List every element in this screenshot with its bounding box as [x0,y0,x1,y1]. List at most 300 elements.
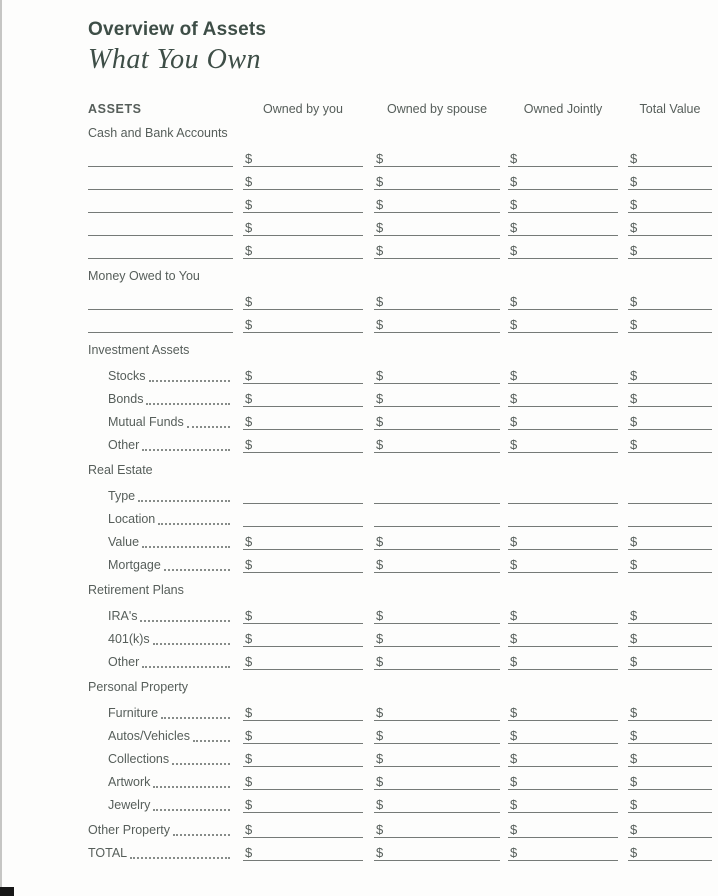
value-write-in-line [508,558,618,573]
value-write-in-line [508,798,618,813]
value-write-in-line [374,609,500,624]
value-write-in-line [243,846,363,861]
value-write-in-line [508,198,618,213]
value-write-in-line [508,244,618,259]
column-header-total-value: Total Value [639,102,701,116]
dollar-sign: $ [630,317,638,332]
value-write-in-line [628,438,712,453]
dollar-sign: $ [245,654,253,669]
value-write-in-line [374,752,500,767]
value-write-in-line [374,775,500,790]
value-write-in-line [374,706,500,721]
dotted-leader [146,403,230,405]
name-write-in-line [88,189,233,190]
dollar-sign: $ [510,294,518,309]
dotted-leader [173,834,230,836]
dollar-sign: $ [245,705,253,720]
asset-label: Type [108,489,136,503]
value-write-in-line [374,526,500,527]
value-write-in-line [628,415,712,430]
value-write-in-line [374,438,500,453]
dollar-sign: $ [630,197,638,212]
value-write-in-line [508,175,618,190]
asset-row [88,407,716,430]
dollar-sign: $ [510,705,518,720]
value-write-in-line [374,823,500,838]
value-write-in-line [243,318,363,333]
value-write-in-line [628,535,712,550]
dollar-sign: $ [376,751,384,766]
value-write-in-line [508,369,618,384]
value-write-in-line [374,632,500,647]
asset-row [88,167,716,190]
dollar-sign: $ [510,557,518,572]
dollar-sign: $ [630,845,638,860]
asset-label-cell [88,798,243,813]
asset-row [88,236,716,259]
column-header-owned-jointly: Owned Jointly [523,102,603,116]
page-title: Overview of Assets [88,19,267,40]
dotted-leader [138,500,230,502]
dollar-sign: $ [245,294,253,309]
value-write-in-line [628,706,712,721]
dollar-sign: $ [630,728,638,743]
value-write-in-line [628,632,712,647]
asset-label-cell [88,369,243,384]
asset-row [88,430,716,453]
dotted-leader [172,763,230,765]
dollar-sign: $ [510,797,518,812]
asset-label: 401(k)s [108,632,150,646]
asset-name-write-in-cell [88,166,243,167]
value-write-in-line [374,655,500,670]
value-write-in-line [374,244,500,259]
dollar-sign: $ [245,151,253,166]
asset-name-write-in-cell [88,212,243,213]
value-write-in-line [243,526,363,527]
value-write-in-line [508,632,618,647]
dotted-leader [153,643,230,645]
value-write-in-line [508,729,618,744]
dollar-sign: $ [376,534,384,549]
value-write-in-line [243,198,363,213]
dollar-sign: $ [510,437,518,452]
section-heading: Investment Assets [88,343,190,357]
dollar-sign: $ [630,534,638,549]
dollar-sign: $ [510,368,518,383]
value-write-in-line [374,221,500,236]
asset-row [88,721,716,744]
value-write-in-line [508,392,618,407]
value-write-in-line [508,706,618,721]
asset-row [88,310,716,333]
dollar-sign: $ [510,654,518,669]
asset-label: Collections [108,752,170,766]
dollar-sign: $ [510,151,518,166]
dollar-sign: $ [245,751,253,766]
value-write-in-line [243,503,363,504]
value-write-in-line [628,503,712,504]
dollar-sign: $ [630,608,638,623]
section-heading: Retirement Plans [88,583,184,597]
asset-row [88,481,716,504]
section-heading: Cash and Bank Accounts [88,126,228,140]
asset-label: Bonds [108,392,144,406]
dollar-sign: $ [630,174,638,189]
asset-name-write-in-cell [88,309,243,310]
dollar-sign: $ [510,220,518,235]
value-write-in-line [508,221,618,236]
value-write-in-line [243,632,363,647]
asset-label: Jewelry [108,798,151,812]
value-write-in-line [508,318,618,333]
asset-row [88,815,716,838]
asset-label: Mortgage [108,558,161,572]
asset-label-cell [88,609,243,624]
asset-row [88,767,716,790]
value-write-in-line [374,318,500,333]
section-heading: Real Estate [88,463,153,477]
dollar-sign: $ [245,197,253,212]
dollar-sign: $ [630,797,638,812]
value-write-in-line [243,221,363,236]
dollar-sign: $ [376,822,384,837]
dollar-sign: $ [376,220,384,235]
asset-label: Other [108,655,140,669]
value-write-in-line [508,295,618,310]
dollar-sign: $ [376,414,384,429]
asset-label-cell [88,415,243,430]
asset-row [88,190,716,213]
dollar-sign: $ [376,608,384,623]
dollar-sign: $ [376,797,384,812]
value-write-in-line [628,392,712,407]
dollar-sign: $ [630,391,638,406]
value-write-in-line [374,295,500,310]
dotted-leader [161,717,230,719]
dollar-sign: $ [245,414,253,429]
dotted-leader [130,857,230,859]
dollar-sign: $ [510,751,518,766]
name-write-in-line [88,258,233,259]
value-write-in-line [628,846,712,861]
value-write-in-line [243,244,363,259]
value-write-in-line [374,415,500,430]
dollar-sign: $ [376,728,384,743]
value-write-in-line [374,152,500,167]
dollar-sign: $ [245,608,253,623]
dollar-sign: $ [630,705,638,720]
value-write-in-line [628,369,712,384]
dotted-leader [158,523,230,525]
value-write-in-line [374,369,500,384]
dollar-sign: $ [376,151,384,166]
dotted-leader [140,620,230,622]
dollar-sign: $ [510,774,518,789]
dollar-sign: $ [245,797,253,812]
dollar-sign: $ [630,654,638,669]
dollar-sign: $ [245,243,253,258]
value-write-in-line [374,198,500,213]
value-write-in-line [243,609,363,624]
asset-label-cell [88,846,243,861]
value-write-in-line [508,775,618,790]
dollar-sign: $ [510,391,518,406]
asset-row [88,550,716,573]
value-write-in-line [243,535,363,550]
value-write-in-line [243,415,363,430]
asset-row [88,144,716,167]
asset-row [88,647,716,670]
asset-row [88,838,716,861]
dotted-leader [142,666,230,668]
asset-row [88,601,716,624]
dollar-sign: $ [376,774,384,789]
dollar-sign: $ [630,774,638,789]
dollar-sign: $ [245,774,253,789]
dollar-sign: $ [630,151,638,166]
value-write-in-line [628,526,712,527]
value-write-in-line [628,823,712,838]
dollar-sign: $ [510,534,518,549]
name-write-in-line [88,309,233,310]
asset-label-cell [88,632,243,647]
dotted-leader [153,786,230,788]
dotted-leader [153,809,230,811]
asset-section [88,583,716,670]
dollar-sign: $ [630,294,638,309]
dollar-sign: $ [630,368,638,383]
name-write-in-line [88,166,233,167]
dollar-sign: $ [245,845,253,860]
dollar-sign: $ [510,822,518,837]
asset-name-write-in-cell [88,189,243,190]
dollar-sign: $ [510,608,518,623]
asset-row [88,287,716,310]
assets-table-body [88,126,716,861]
value-write-in-line [374,729,500,744]
value-write-in-line [628,318,712,333]
asset-label: Location [108,512,156,526]
asset-label: Autos/Vehicles [108,729,190,743]
asset-label: Artwork [108,775,151,789]
dollar-sign: $ [376,197,384,212]
section-heading: Personal Property [88,680,189,694]
dollar-sign: $ [630,414,638,429]
value-write-in-line [243,152,363,167]
dollar-sign: $ [510,317,518,332]
value-write-in-line [628,729,712,744]
dollar-sign: $ [630,220,638,235]
asset-row [88,624,716,647]
asset-label-cell [88,489,243,504]
value-write-in-line [374,846,500,861]
asset-label-cell [88,438,243,453]
dollar-sign: $ [376,654,384,669]
dollar-sign: $ [376,705,384,720]
value-write-in-line [374,535,500,550]
dotted-leader [142,449,230,451]
dollar-sign: $ [376,845,384,860]
dollar-sign: $ [245,631,253,646]
dollar-sign: $ [630,631,638,646]
value-write-in-line [243,295,363,310]
dollar-sign: $ [630,557,638,572]
asset-label-cell [88,535,243,550]
value-write-in-line [508,438,618,453]
asset-label: Stocks [108,369,146,383]
value-write-in-line [374,175,500,190]
name-write-in-line [88,332,233,333]
asset-name-write-in-cell [88,258,243,259]
value-write-in-line [628,221,712,236]
asset-name-write-in-cell [88,332,243,333]
value-write-in-line [628,198,712,213]
dollar-sign: $ [376,557,384,572]
dollar-sign: $ [245,317,253,332]
value-write-in-line [508,846,618,861]
asset-section [88,343,716,453]
dollar-sign: $ [510,197,518,212]
asset-row [88,698,716,721]
dollar-sign: $ [245,174,253,189]
dollar-sign: $ [510,243,518,258]
asset-row [88,527,716,550]
asset-label-cell [88,706,243,721]
dotted-leader [187,426,230,428]
name-write-in-line [88,235,233,236]
value-write-in-line [243,392,363,407]
dollar-sign: $ [376,294,384,309]
dotted-leader [193,740,230,742]
value-write-in-line [243,706,363,721]
dollar-sign: $ [510,631,518,646]
page-corner-mark [0,887,14,896]
dollar-sign: $ [510,845,518,860]
value-write-in-line [628,798,712,813]
page-subtitle: What You Own [88,44,262,75]
value-write-in-line [508,415,618,430]
dollar-sign: $ [376,437,384,452]
dollar-sign: $ [245,437,253,452]
value-write-in-line [243,175,363,190]
dollar-sign: $ [245,557,253,572]
asset-label: Other [108,438,140,452]
value-write-in-line [243,798,363,813]
column-header-owned-by-you: Owned by you [263,102,343,116]
value-write-in-line [508,655,618,670]
asset-section [88,815,716,861]
asset-section [88,680,716,813]
value-write-in-line [374,558,500,573]
value-write-in-line [243,752,363,767]
value-write-in-line [243,558,363,573]
asset-section [88,463,716,573]
asset-label: IRA's [108,609,138,623]
dollar-sign: $ [376,368,384,383]
asset-label-cell [88,775,243,790]
value-write-in-line [628,609,712,624]
value-write-in-line [628,295,712,310]
dollar-sign: $ [376,243,384,258]
dollar-sign: $ [376,174,384,189]
value-write-in-line [374,392,500,407]
value-write-in-line [508,526,618,527]
value-write-in-line [243,775,363,790]
dollar-sign: $ [245,534,253,549]
asset-label-cell [88,512,243,527]
dollar-sign: $ [630,751,638,766]
asset-label-cell [88,655,243,670]
asset-label-cell [88,752,243,767]
value-write-in-line [243,729,363,744]
value-write-in-line [374,798,500,813]
asset-section [88,269,716,333]
asset-label-cell [88,729,243,744]
dollar-sign: $ [630,822,638,837]
dollar-sign: $ [245,822,253,837]
value-write-in-line [628,244,712,259]
dotted-leader [142,546,230,548]
dollar-sign: $ [630,437,638,452]
value-write-in-line [628,655,712,670]
value-write-in-line [243,823,363,838]
value-write-in-line [628,775,712,790]
dollar-sign: $ [245,220,253,235]
value-write-in-line [508,152,618,167]
dollar-sign: $ [245,391,253,406]
asset-row [88,361,716,384]
value-write-in-line [374,503,500,504]
dollar-sign: $ [376,317,384,332]
value-write-in-line [508,503,618,504]
value-write-in-line [243,438,363,453]
dotted-leader [164,569,230,571]
asset-section [88,126,716,259]
value-write-in-line [628,152,712,167]
name-write-in-line [88,212,233,213]
value-write-in-line [628,558,712,573]
dotted-leader [149,380,230,382]
value-write-in-line [508,823,618,838]
value-write-in-line [508,535,618,550]
asset-label: Mutual Funds [108,415,184,429]
value-write-in-line [628,752,712,767]
value-write-in-line [628,175,712,190]
asset-label-cell [88,558,243,573]
asset-label: Other Property [88,823,170,837]
dollar-sign: $ [510,728,518,743]
asset-name-write-in-cell [88,235,243,236]
value-write-in-line [508,609,618,624]
dollar-sign: $ [245,368,253,383]
asset-row [88,213,716,236]
asset-row [88,384,716,407]
dollar-sign: $ [376,391,384,406]
column-header-owned-by-spouse: Owned by spouse [386,102,488,116]
value-write-in-line [243,655,363,670]
asset-label: TOTAL [88,846,128,860]
dollar-sign: $ [245,728,253,743]
asset-label: Furniture [108,706,159,720]
asset-row [88,790,716,813]
asset-label-cell [88,392,243,407]
assets-column-header: ASSETS [88,102,142,116]
value-write-in-line [508,752,618,767]
asset-label: Value [108,535,140,549]
dollar-sign: $ [510,174,518,189]
asset-row [88,744,716,767]
